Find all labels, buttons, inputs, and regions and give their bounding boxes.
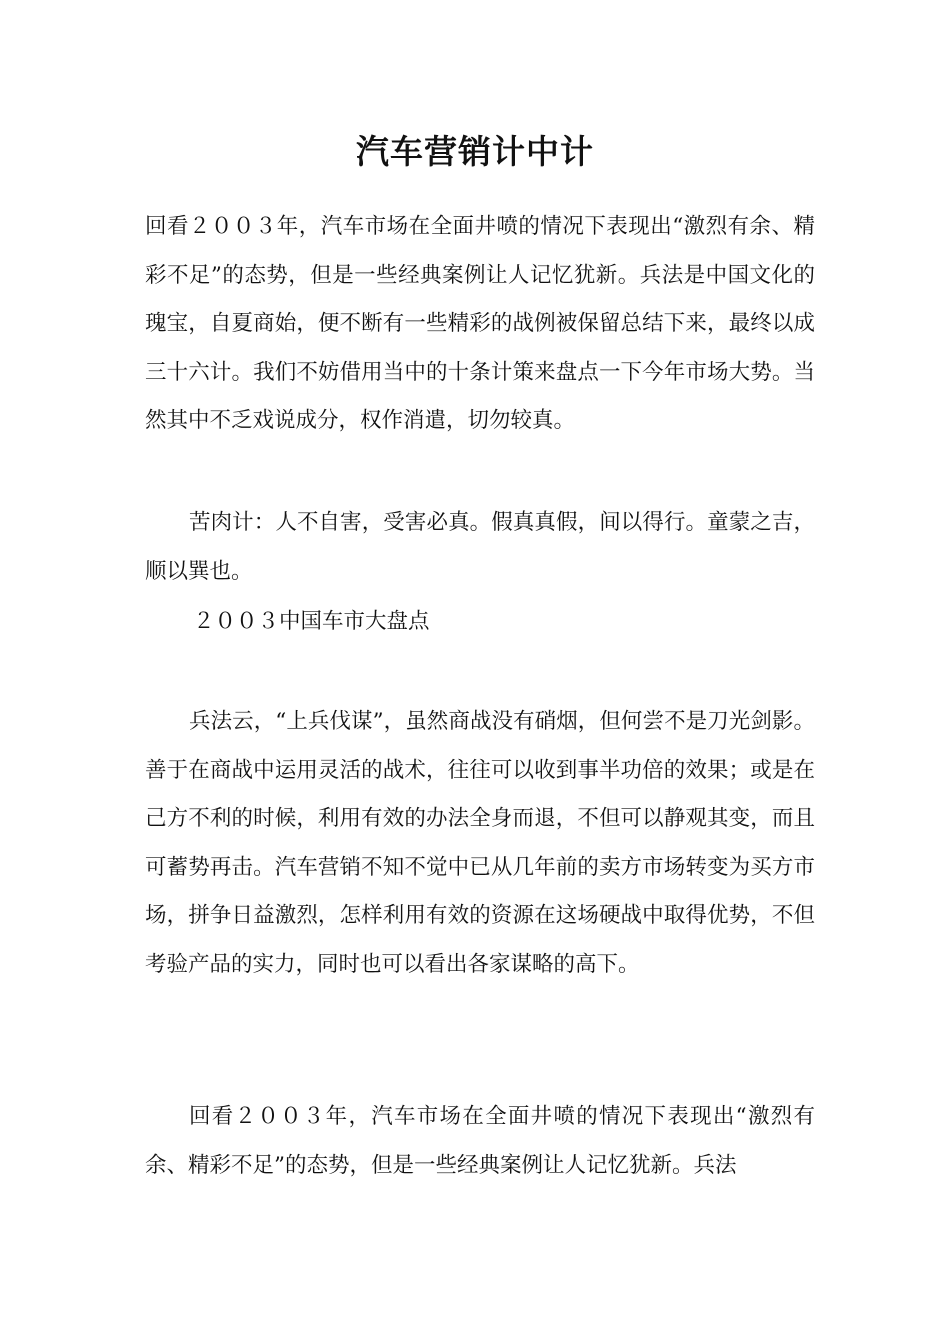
repeat-paragraph: 回看２００３年，汽车市场在全面井喷的情况下表现出“激烈有余、精彩不足”的态势，但是一些经典案例让人记忆犹新。兵法	[145, 1104, 815, 1178]
document-title: 汽车营销计中计	[356, 132, 594, 171]
intro-paragraph: 回看２００３年，汽车市场在全面井喷的情况下表现出“激烈有余、精彩不足”的态势，但是一些经典案例让人记忆犹新。兵法是中国文化的瑰宝，自夏商始，便不断有一些精彩的战例被保留总结下来，最终以成三十六计。我们不妨借用当中的十条计策来盘点一下今年市场大势。当然其中不乏戏说成分，权作消遣，切勿较真。	[145, 214, 815, 433]
kurouji-paragraph: 苦肉计：人不自害，受害必真。假真真假，间以得行。童蒙之吉，顺以巽也。	[145, 510, 815, 584]
bingfa-paragraph: 兵法云，“上兵伐谋”，虽然商战没有硝烟，但何尝不是刀光剑影。善于在商战中运用灵活的战术，往往可以收到事半功倍的效果；或是在己方不利的时候，利用有效的办法全身而退，不但可以静观其变，而且可蓄势再击。汽车营销不知不觉中已从几年前的卖方市场转变为买方市场，拼争日益激烈，怎样利用有效的资源在这场硬战中取得优势，不但考验产品的实力，同时也可以看出各家谋略的高下。	[145, 709, 815, 977]
section-subtitle: ２００３中国车市大盘点	[193, 609, 430, 634]
